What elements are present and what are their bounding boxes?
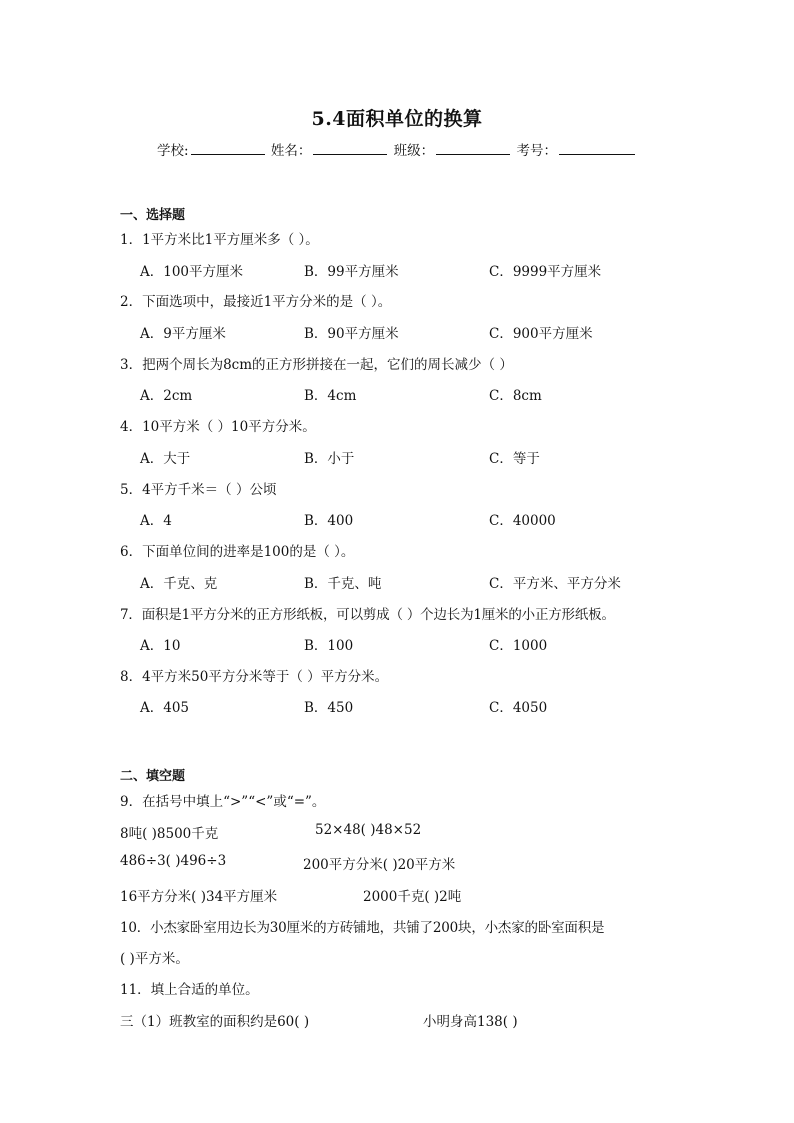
question-3-option-b: B．4cm	[304, 388, 357, 404]
question-4-option-b: B．小于	[304, 451, 355, 467]
question-5: 5．4平方千米＝（ ）公顷	[120, 482, 277, 498]
question-7-option-a: A．10	[140, 638, 181, 654]
question-6-option-c: C．平方米、平方分米	[489, 576, 621, 592]
question-2-option-a: A．9平方厘米	[140, 326, 226, 342]
question-9-item-1: 8吨( )8500千克	[120, 826, 219, 842]
question-3: 3．把两个周长为8cm的正方形拼接在一起，它们的周长减少（ ）	[120, 357, 513, 373]
question-7-option-b: B．100	[304, 638, 354, 654]
student-info-line	[0, 139, 794, 159]
question-7: 7．面积是1平方分米的正方形纸板，可以剪成（ ）个边长为1厘米的小正方形纸板。	[120, 607, 615, 623]
question-5-option-a: A．4	[140, 513, 172, 529]
name-label: 姓名：	[270, 143, 312, 159]
question-9-item-3: 486÷3( )496÷3	[120, 853, 227, 869]
question-4-option-a: A．大于	[140, 451, 191, 467]
exam-number-label: 考号：	[516, 143, 557, 159]
name-blank	[313, 153, 387, 155]
section-choice-heading: 一、选择题	[120, 208, 186, 223]
section-fill-heading: 二、填空题	[120, 769, 186, 784]
exam-number-blank	[559, 153, 635, 155]
question-3-option-a: A．2cm	[140, 388, 193, 404]
question-1-option-c: C．9999平方厘米	[489, 264, 602, 280]
question-10: 10．小杰家卧室用边长为30厘米的方砖铺地，共铺了200块，小杰家的卧室面积是	[120, 920, 605, 936]
question-2-option-b: B．90平方厘米	[304, 326, 399, 342]
class-label: 班级：	[393, 143, 435, 159]
school-blank	[191, 153, 265, 155]
question-5-option-b: B．400	[304, 513, 354, 529]
question-9: 9．在括号中填上“>”“<”或“=”。	[120, 794, 326, 810]
question-4: 4．10平方米（ ）10平方分米。	[120, 419, 316, 435]
question-8: 8．4平方米50平方分米等于（ ）平方分米。	[120, 669, 389, 685]
question-9-item-2: 52×48( )48×52	[315, 822, 422, 838]
question-2-option-c: C．900平方厘米	[489, 326, 593, 342]
page-title: 5.4面积单位的换算	[311, 108, 483, 130]
question-1-option-a: A．100平方厘米	[140, 264, 244, 280]
question-10-continued: ( )平方米。	[120, 951, 189, 967]
question-11: 11．填上合适的单位。	[120, 982, 259, 998]
question-6-option-a: A．千克、克	[140, 576, 218, 592]
question-11-item-2: 小明身高138( )	[423, 1014, 518, 1030]
question-6-option-b: B．千克、吨	[304, 576, 382, 592]
question-3-option-c: C．8cm	[489, 388, 542, 404]
school-label: 学校:	[157, 143, 189, 159]
question-5-option-c: C．40000	[489, 513, 556, 529]
question-9-item-6: 2000千克( )2吨	[363, 889, 462, 905]
class-blank	[436, 153, 510, 155]
question-8-option-b: B．450	[304, 700, 354, 716]
question-6: 6．下面单位间的进率是100的是（ ）。	[120, 544, 355, 560]
question-9-item-5: 16平方分米( )34平方厘米	[120, 889, 278, 905]
question-8-option-a: A．405	[140, 700, 190, 716]
question-1: 1．1平方米比1平方厘米多（ ）。	[120, 232, 319, 248]
question-4-option-c: C．等于	[489, 451, 540, 467]
question-2: 2．下面选项中，最接近1平方分米的是（ ）。	[120, 294, 392, 310]
question-9-item-4: 200平方分米( )20平方米	[303, 857, 456, 873]
question-8-option-c: C．4050	[489, 700, 548, 716]
question-7-option-c: C．1000	[489, 638, 548, 654]
question-1-option-b: B．99平方厘米	[304, 264, 399, 280]
question-11-item-1: 三（1）班教室的面积约是60( )	[120, 1014, 310, 1030]
